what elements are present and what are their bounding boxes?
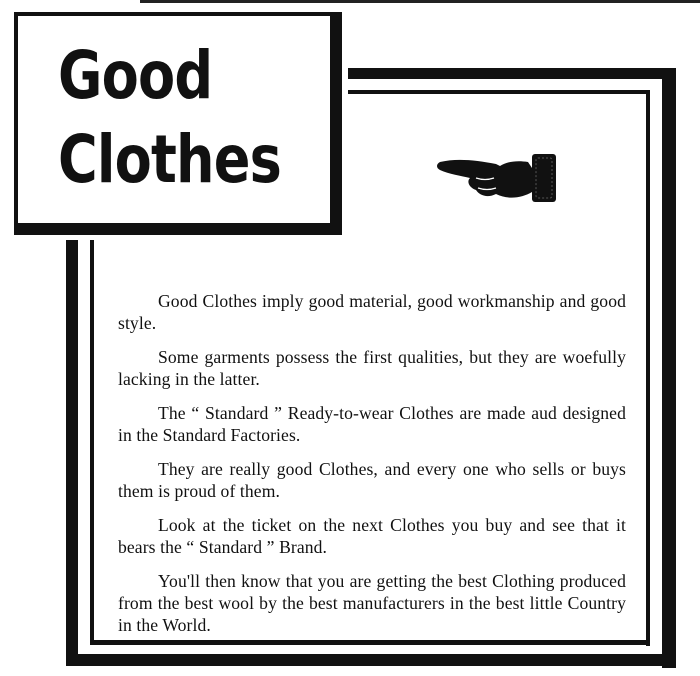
headline-box: [14, 12, 342, 235]
paragraph-5: Look at the ticket on the next Clothes you buy and see that it bears the “ Standard ” Brand.: [118, 515, 626, 557]
frame-outer-right: [662, 68, 676, 668]
top-rule: [140, 0, 700, 3]
paragraph-2: Some garments possess the first qualities, but they are woefully lacking in the latter.: [118, 347, 626, 389]
pointing-hand-icon: [436, 148, 560, 208]
frame-inner-left: [90, 240, 94, 645]
frame-outer-left: [66, 240, 78, 666]
frame-inner-right: [646, 90, 650, 646]
headline-line-1: Good: [58, 37, 213, 114]
headline-line-2: Clothes: [58, 121, 282, 198]
paragraph-4: They are really good Clothes, and every one who sells or buys them is proud of them.: [118, 459, 626, 501]
headline: [58, 34, 281, 202]
paragraph-3: The “ Standard ” Ready-to-wear Clothes are made aud designed in the Standard Factories.: [118, 403, 626, 445]
paragraph-6: You'll then know that you are getting the best Clothing produced from the best wool by the best manufacturers in the best little Country in the World.: [118, 571, 626, 635]
frame-outer-bottom: [78, 654, 676, 666]
paragraph-1: Good Clothes imply good material, good workmanship and good style.: [118, 291, 626, 333]
advertisement-body: [118, 290, 626, 648]
frame-inner-top: [348, 90, 650, 94]
frame-outer-top: [348, 68, 676, 79]
